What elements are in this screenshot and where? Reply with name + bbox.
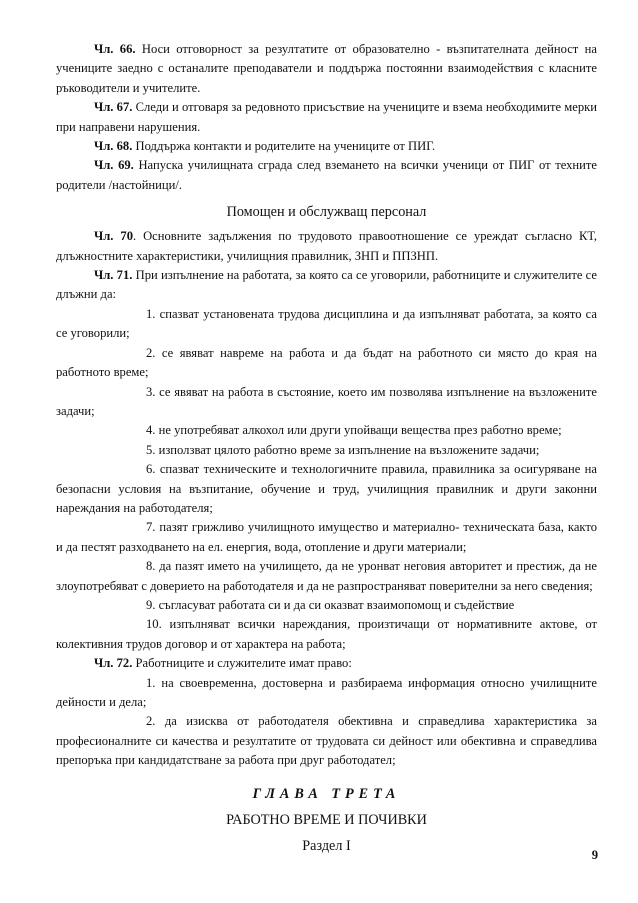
list-item: 3. се явяват на работа в състояние, което им позволява изпълнение на възложените задачи; [56, 384, 597, 418]
article-text: Следи и отговаря за редовното присъствие на учениците и взема необходимите мерки при направени нарушения. [56, 100, 597, 134]
article-text: Работниците и служителите имат право: [132, 656, 352, 671]
section-label: Раздел I [302, 837, 351, 854]
article-number: Чл. 72. [94, 656, 133, 671]
article-text: При изпълнение на работата, за която са се уговорили, работниците и служителите се длъжни да: [56, 268, 597, 302]
article-number: Чл. 68. [94, 139, 133, 154]
article-70 [56, 227, 597, 266]
article-67 [56, 98, 597, 137]
list-item: 4. не употребяват алкохол или други упойващи вещества през работно време; [146, 423, 562, 438]
article-text: . Основните задължения по трудовото правоотношение се уреждат съгласно КТ, длъжностните характеристики, училищния правилник, ЗНП и ППЗНП. [56, 229, 598, 263]
article-number: Чл. 67. [94, 100, 133, 115]
document-body [56, 40, 597, 859]
article-66 [56, 40, 597, 98]
list-item: 9. съгласуват работата си и да си оказват взаимопомощ и съдействие [146, 597, 515, 612]
chapter-title: РАБОТНО ВРЕМЕ И ПОЧИВКИ [226, 811, 427, 828]
article-number: Чл. 69. [94, 158, 134, 173]
article-text: Поддържа контакти и родителите на учениците от ПИГ. [132, 139, 436, 154]
list-item: 2. да изисква от работодателя обективна и справедлива характеристика за професионалните си качества и резултатите от трудовата си дейност или обективна и справедлива препоръка при кандидатстване за работа при друг работодател; [56, 714, 597, 768]
list-item: 7. пазят грижливо училищното имущество и материално- техническата база, както и да пестят разходването на ел. енергия, вода, отопление и други материали; [56, 520, 597, 554]
list-item: 1. на своевременна, достоверна и разбираема информация относно училищните дейности и дела; [56, 675, 597, 709]
list-item: 6. спазват техническите и технологичните правила, правилника за осигуряване на безопасни условия на възпитание, обучение и труд, училищния правилник и други законни нареждания на работодателя; [56, 462, 597, 515]
list-item: 1. спазват установената трудова дисциплина и да изпълняват работата, за която са се уговорили; [56, 306, 597, 341]
article-text: Напуска училищната сграда след вземането на всички ученици от ПИГ от техните родители /настойници/. [56, 158, 597, 192]
chapter-heading: ГЛАВА ТРЕТА [252, 785, 401, 802]
article-71 [56, 266, 597, 305]
list-item: 8. да пазят името на училището, да не уронват неговия авторитет и престиж, да не злоупотребяват с доверието на работодателя и да не разпространяват поверителни за него сведения; [56, 559, 597, 593]
article-text: Носи отговорност за резултатите от образователно - възпитателната дейност на учениците заедно с останалите преподаватели и поддържа постоянни взаимодействия с класните ръководители и учителите. [56, 42, 597, 95]
section-heading: Помощен и обслужващ персонал [226, 204, 427, 221]
list-item: 2. се явяват навреме на работа и да бъдат на работното си място до края на работното време; [56, 345, 597, 380]
article-68 [56, 137, 597, 156]
list-item: 5. използват цялото работно време за изпълнение на възложените задачи; [146, 442, 540, 457]
article-69 [56, 156, 597, 195]
article-number: Чл. 70 [94, 229, 133, 244]
page-number: 9 [591, 848, 598, 862]
article-number: Чл. 71. [94, 268, 133, 283]
list-item: 10. изпълняват всички нареждания, произтичащи от нормативните актове, от колективния трудов договор и от характера на работа; [56, 617, 597, 651]
article-number: Чл. 66. [94, 42, 136, 56]
article-72 [56, 654, 597, 673]
